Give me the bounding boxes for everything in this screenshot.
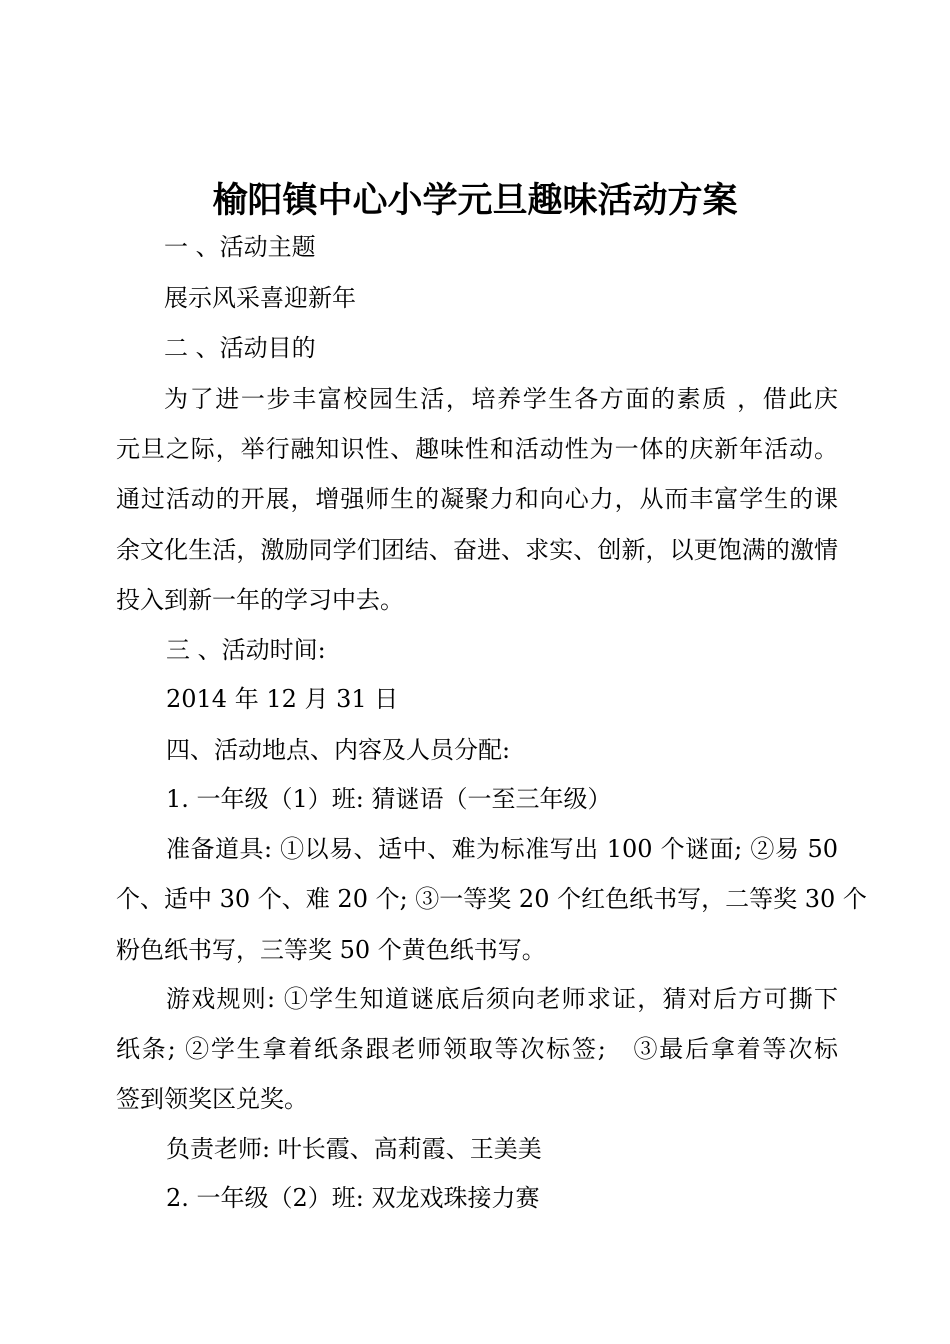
paragraph-line: 签到领奖区兑奖。: [116, 1085, 308, 1113]
paragraph-line: 为了进一步丰富校园生活，培养学生各方面的素质 ，借此庆: [164, 385, 838, 413]
paragraph-line: 元旦之际，举行融知识性、趣味性和活动性为一体的庆新年活动。: [116, 435, 838, 463]
theme-text: 展示风采喜迎新年: [164, 284, 356, 312]
responsible-teachers: 负责老师: 叶长霞、高莉霞、王美美: [166, 1135, 542, 1163]
activity-date: 2014 年 12 月 31 日: [166, 685, 399, 713]
paragraph-line: 投入到新一年的学习中去。: [116, 586, 404, 614]
activity-item-heading: 2. 一年级（2）班: 双龙戏珠接力赛: [166, 1184, 540, 1212]
paragraph-line: 纸条; ②学生拿着纸条跟老师领取等次标签; ③最后拿着等次标: [116, 1035, 838, 1063]
section-heading-location: 四、活动地点、内容及人员分配:: [166, 736, 511, 764]
document-title: 榆阳镇中心小学元旦趣味活动方案: [212, 181, 738, 221]
section-heading-theme: 一 、活动主题: [164, 233, 316, 261]
paragraph-line: 游戏规则: ①学生知道谜底后须向老师求证，猜对后方可撕下: [166, 985, 838, 1013]
section-heading-purpose: 二 、活动目的: [164, 334, 316, 362]
paragraph-line: 通过活动的开展，增强师生的凝聚力和向心力，从而丰富学生的课: [116, 485, 838, 513]
paragraph-line: 准备道具: ①以易、适中、难为标准写出 100 个谜面; ②易 50: [166, 835, 838, 863]
paragraph-line: 粉色纸书写，三等奖 50 个黄色纸书写。: [116, 936, 546, 964]
activity-item-heading: 1. 一年级（1）班: 猜谜语（一至三年级）: [166, 785, 612, 813]
section-heading-time: 三 、活动时间:: [166, 636, 326, 664]
paragraph-line: 个、适中 30 个、难 20 个; ③一等奖 20 个红色纸书写，二等奖 30 个: [116, 885, 867, 913]
paragraph-line: 余文化生活，激励同学们团结、奋进、求实、创新，以更饱满的激情: [116, 536, 838, 564]
